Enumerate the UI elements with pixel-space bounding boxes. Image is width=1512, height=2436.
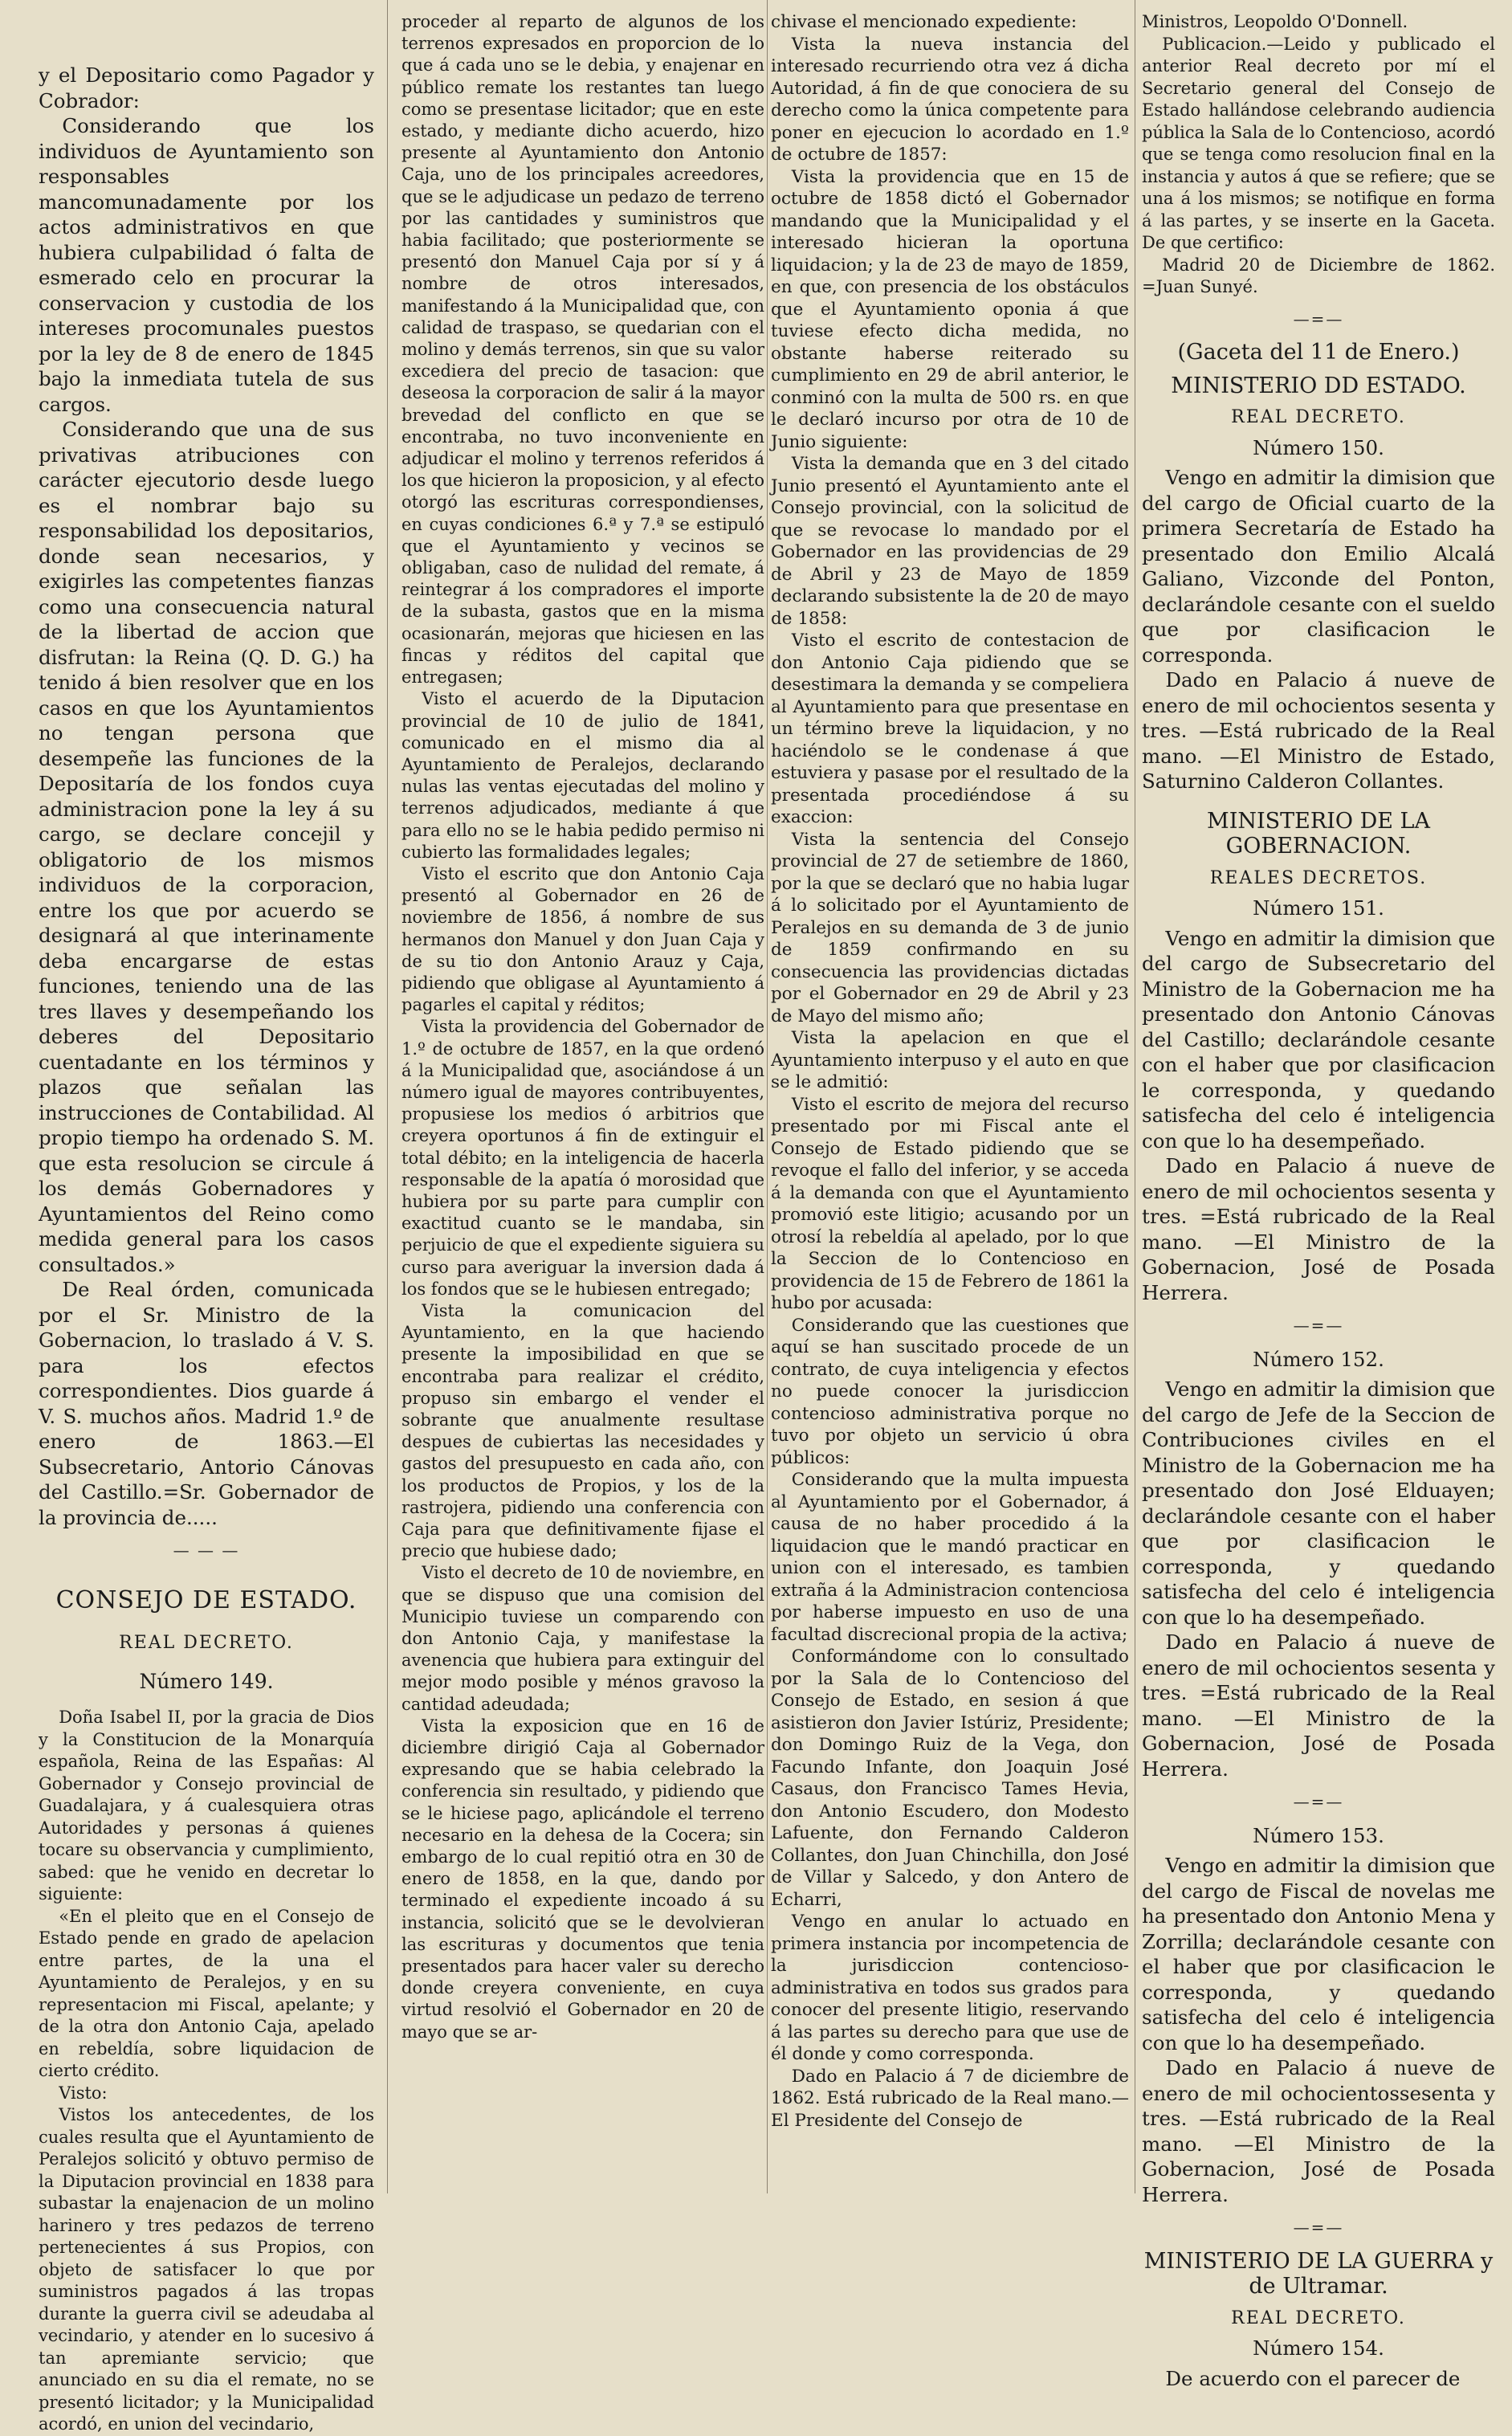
ministry-heading: MINISTERIO DD ESTADO.	[1171, 373, 1466, 398]
section-heading: CONSEJO DE ESTADO.	[55, 1585, 357, 1614]
separator: — — —	[173, 1540, 240, 1560]
subheading: REAL DECRETO.	[119, 1633, 294, 1653]
paragraph: De Real órden, comunicada por el Sr. Ministro de la Gobernacion, lo traslado á V. S. para los efectos correspondientes. Dios guarde á V. S. muchos años. Madrid 1.º de enero de 1863.—El Subsecretario, Antorio Cánovas del Castillo.=Sr. Gobernador de la provincia de.....	[39, 1278, 374, 1529]
paragraph: Dado en Palacio á nueve de enero de mil ochocientossesenta y tres. —Está rubricado de la Real mano. —El Ministro de la Gobernacion, José de Posada Herrera.	[1142, 2056, 1495, 2206]
paragraph: Vista la providencia que en 15 de octubre de 1858 dictó el Gobernador mandando que la Municipalidad y el interesado hicieran la oportuna liquidacion; y la de 23 de mayo de 1859, en que, con presencia de los obstáculos que el Ayuntamiento oponia á que tuviese efecto dicha medida, no obstante haberse reiterado su cumplimiento en 29 de abril anterior, le conminó con la multa de 500 rs. en que le declaró incurso por otra de 10 de Junio siguiente:	[771, 166, 1129, 452]
paragraph: proceder al reparto de algunos de los terrenos expresados en proporcion de lo que á cada uno se le debia, y enajenar en público remate los restantes tan luego como se presentase licitador; que en este estado, y mediante dicho acuerdo, hizo presente al Ayuntamiento don Antonio Caja, uno de los principales acreedores, que se le adjudicase un pedazo de terreno por las cantidades y suministros que habia facilitado; que posteriormente se presentó don Manuel Caja por sí y á nombre de otros interesados, manifestando á la Municipalidad que, con calidad de traspaso, se quedarian con el molino y demás terrenos, sin que su valor excediera del precio de tasacion: que deseosa la corporacion de salir á la mayor brevedad del conflicto en que se encontraba, no tuvo inconveniente en adjudicar el molino y terrenos referidos á los que hicieron la proposicion, y al efecto otorgó las escrituras correspondienses, en cuyas condiciones 6.ª y 7.ª se estipuló que el Ayuntamiento y vecinos se obligaban, caso de nulidad del remate, á reintegrar á los compradores el importe de la subasta, gastos que en la misma ocasionarán, mejoras que hiciesen en las fincas y réditos del capital que entregasen;	[401, 12, 764, 688]
gazette-date: (Gaceta del 11 de Enero.)	[1177, 340, 1460, 365]
paragraph: Dado en Palacio á nueve de enero de mil ochocientos sesenta y tres. =Está rubricado de la Real mano. —El Ministro de la Gobernacion, José de Posada Herrera.	[1142, 1630, 1495, 1781]
paragraph: Vengo en admitir la dimision que del cargo de Jefe de la Seccion de Contribuciones civiles en el Ministro de la Gobernacion me ha presentado don José Elduayen; declarándole cesante con el haber que por clasificacion le corresponda, y quedando satisfecha del celo é inteligencia con que lo ha desempeñado.	[1142, 1377, 1495, 1629]
paragraph: Vengo en anular lo actuado en primera instancia por incompetencia de la jurisdiccion contencioso-administrativa en todos sus grados para conocer del presente litigio, reservando á las partes su derecho para que use de él donde y como corresponda.	[771, 1912, 1129, 2064]
decree-number: Número 153.	[1253, 1823, 1384, 1847]
paragraph: Visto el escrito de mejora del recurso presentado por mi Fiscal ante el Consejo de Estado pidiendo que se revoque el fallo del inferior, y se acceda á la demanda con que el Ayuntamiento promovió este litigio; acusando por un otrosí la rebeldía al apelado, por lo que la Seccion de lo Contencioso en providencia de 15 de Febrero de 1861 la hubo por acusada:	[771, 1094, 1129, 1313]
paragraph: Conformándome con lo consultado por la Sala de lo Contencioso del Consejo de Estado, en sesion á que asistieron don Javier Istúriz, Presidente; don Domingo Ruiz de la Vega, don Facundo Infante, don Joaquin José Casaus, don Francisco Tames Hevia, don Antonio Escudero, don Modesto Lafuente, don Fernando Calderon Collantes, don Juan Chinchilla, don José de Villar y Salcedo, y don Antero de Echarri,	[771, 1646, 1129, 1910]
paragraph: Doña Isabel II, por la gracia de Dios y la Constitucion de la Monarquía española, Reina de las Españas: Al Gobernador y Consejo provincial de Guadalajara, y á cualesquiera otras Autoridades y personas á quienes tocare su observancia y cumplimiento, sabed: que he venido en decretar lo siguiente:	[39, 1708, 374, 1904]
paragraph: Madrid 20 de Diciembre de 1862. =Juan Sunyé.	[1142, 255, 1495, 296]
separator: —=—	[1293, 1316, 1344, 1335]
paragraph: Considerando que la multa impuesta al Ayuntamiento por el Gobernador, á causa de no haber procedido á la liquidacion que le mandó practicar en union con el interesado, es tambien extraña á la Administracion contenciosa por haberse impuesto en uso de una facultad discrecional propia de la activa;	[771, 1470, 1129, 1645]
paragraph: «En el pleito que en el Consejo de Estado pende en grado de apelacion entre partes, de la una el Ayuntamiento de Peralejos, y en su representacion mi Fiscal, apelante; y de la otra don Antonio Caja, apelado en rebeldía, sobre liquidacion de cierto crédito.	[39, 1906, 374, 2080]
paragraph: Visto el escrito de contestacion de don Antonio Caja pidiendo que se desestimara la demanda y se compeliera al Ayuntamiento para que presentase en un término breve la liquidacion, y no haciéndolo se le condenase á que estuviera y pasase por el resultado de la presentada procediéndose á su exaccion:	[771, 630, 1129, 827]
paragraph: Vista la exposicion que en 16 de diciembre dirigió Caja al Gobernador expresando que se habia celebrado la conferencia sin resultado, y pidiendo que se le hiciese pago, aplicándole el terreno necesario en la dehesa de la Cocera; sin embargo de lo cual repitió otra en 30 de enero de 1858, en la que, dando por terminado el expediente incoado á su instancia, solicitó que se le devolvieran las escrituras y documentos que tenia presentados para hacer valer su derecho donde creyera conveniente, en cuya virtud resolvió el Gobernador en 20 de mayo que se ar-	[401, 1716, 764, 2042]
separator: —=—	[1293, 2218, 1344, 2237]
paragraph: y el Depositario como Pagador y Cobrador:	[39, 63, 374, 112]
paragraph: De acuerdo con el parecer de	[1165, 2366, 1461, 2390]
paragraph: Dado en Palacio á nueve de enero de mil ochocientos sesenta y tres. —Está rubricado de la Real mano. —El Ministro de Estado, Saturnino Calderon Collantes.	[1142, 668, 1495, 793]
paragraph: Visto el decreto de 10 de noviembre, en que se dispuso que una comision del Municipio tuviese un comparendo con don Antonio Caja, y manifestase la avenencia que hubiera para extinguir del mejor modo posible y ménos gravoso la cantidad adeudada;	[401, 1563, 764, 1714]
column-2	[401, 11, 764, 2180]
separator: —=—	[1293, 1792, 1344, 1811]
decree-number: Número 150.	[1253, 435, 1384, 459]
paragraph: Dado en Palacio á 7 de diciembre de 1862. Está rubricado de la Real mano.—El Presidente del Consejo de	[771, 2066, 1129, 2131]
paragraph: Visto el escrito que don Antonio Caja presentó al Gobernador en 26 de noviembre de 1856, á nombre de sus hermanos don Manuel y don Juan Caja y de su tio don Antonio Arauz y Caja, pidiendo que obligase al Ayuntamiento á pagarles el capital y réditos;	[401, 863, 764, 1015]
paragraph: Considerando que los individuos de Ayuntamiento son responsables mancomunadamente por los actos administrativos en que hubiera culpabilidad ó falta de esmerado celo en procurar la conservacion y custodia de los intereses procomunales puestos por la ley de 8 de enero de 1845 bajo la inmediata tutela de sus cargos.	[39, 114, 374, 416]
column-rule	[387, 0, 388, 2193]
paragraph: chivase el mencionado expediente:	[771, 12, 1077, 32]
paragraph: Publicacion.—Leido y publicado el anterior Real decreto por mí el Secretario general del Consejo de Estado hallándose celebrando audiencia pública la Sala de lo Contencioso, acordó que se tenga como resolucion final en la instancia y autos á que se refiere; que se una á los mismos; se notifique en forma á las partes, y se inserte en la Gaceta. De que certifico:	[1142, 34, 1495, 252]
ministry-heading: MINISTERIO DE LA GOBERNACION.	[1207, 808, 1430, 859]
paragraph: Ministros, Leopoldo O'Donnell.	[1142, 12, 1408, 31]
column-4	[1142, 11, 1495, 2390]
paragraph: Vista la sentencia del Consejo provincial de 27 de setiembre de 1860, por la que se declaró que no habia lugar á lo solicitado por el Ayuntamiento de Peralejos en su demanda de 3 de junio de 1859 confirmando en su consecuencia las providencias dictadas por el Gobernador en 29 de Abril y 23 de Mayo del mismo año;	[771, 829, 1129, 1026]
decree-number: Número 151.	[1253, 896, 1384, 920]
paragraph: Vengo en admitir la dimision que del cargo de Subsecretario del Ministro de la Gobernacion me ha presentado don Antonio Cánovas del Castillo; declarándole cesante con el haber que por clasificacion le corresponda, y quedando satisfecha del celo é inteligencia con que lo ha desempeñado.	[1142, 926, 1495, 1153]
paragraph: Vista la apelacion en que el Ayuntamiento interpuso y el auto en que se le admitió:	[771, 1028, 1129, 1092]
paragraph: Considerando que las cuestiones que aquí se han suscitado procede de un contrato, de cuya inteligencia y efectos no puede conocer la jurisdiccion contencioso administrativa porque no tuvo por objeto un servicio ú obra públicos:	[771, 1315, 1129, 1468]
paragraph: Vengo en admitir la dimision que del cargo de Fiscal de novelas me ha presentado don Antonio Mena y Zorrilla; declarándole cesante con el haber que por clasificacion le corresponda, y quedando satisfecha del celo é inteligencia con que lo ha desempeñado.	[1142, 1854, 1495, 2054]
paragraph: Vengo en admitir la dimision que del cargo de Oficial cuarto de la primera Secretaría de Estado ha presentado don Emilio Alcalá Galiano, Vizconde del Ponton, declarándole cesante con el sueldo que por clasificacion le corresponda.	[1142, 466, 1495, 667]
paragraph: Dado en Palacio á nueve de enero de mil ochocientos sesenta y tres. =Está rubricado de la Real mano. —El Ministro de la Gobernacion, José de Posada Herrera.	[1142, 1154, 1495, 1304]
separator: —=—	[1293, 308, 1344, 328]
subheading: REAL DECRETO.	[1231, 407, 1406, 427]
subheading: REAL DECRETO.	[1231, 2307, 1406, 2328]
decree-number: Número 154.	[1253, 2336, 1384, 2360]
paragraph: Vista la demanda que en 3 del citado Junio presentó el Ayuntamiento ante el Consejo provincial, con la solicitud de que se revocase lo mandado por el Gobernador en las providencias de 29 de Abril y 23 de Mayo de 1859 declarando subsistente la de 20 de mayo de 1858:	[771, 454, 1129, 629]
column-rule	[767, 0, 768, 2193]
paragraph: Vista la comunicacion del Ayuntamiento, en la que haciendo presente la imposibilidad en que se encontraba para realizar el crédito, propuso sin embargo el vender el sobrante que anualmente resultase despues de cubiertas las necesidades y gastos del presupuesto en cada año, con los productos de Propios, y los de la rastrojera, pidiendo una conferencia con Caja para que definitivamente fijase el precio que hubiese dado;	[401, 1300, 764, 1561]
ministry-heading: MINISTERIO DE LA GUERRA y de Ultramar.	[1143, 2248, 1494, 2299]
decree-number: Número 152.	[1253, 1347, 1384, 1371]
column-3	[771, 11, 1129, 2180]
paragraph: Visto el acuerdo de la Diputacion provincial de 10 de julio de 1841, comunicado en el mismo dia al Ayuntamiento de Peralejos, declarando nulas las ventas ejecutadas del molino y terrenos adjudicados, mediante á que para ello no se le habia pedido permiso ni cubierto las formalidades legales;	[401, 689, 764, 862]
subheading: REALES DECRETOS.	[1209, 867, 1428, 888]
paragraph: Considerando que una de sus privativas atribuciones con carácter ejecutorio desde luego es el nombrar bajo su responsabilidad los depositarios, donde sean necesarios, y exigirles las competentes fianzas como una consecuencia natural de la libertad de accion que disfrutan: la Reina (Q. D. G.) ha tenido á bien resolver que en los casos en que los Ayuntamientos no tengan persona que desempeñe las funciones de la Depositaría de los fondos cuya administracion pone la ley á su cargo, se declare concejil y obligatorio de los mismos individuos de la corporacion, entre los que por acuerdo se designará al que interinamente deba encargarse de estas funciones, teniendo una de las tres llaves y desempeñando los deberes del Depositario cuentadante en los términos y plazos que señalan las instrucciones de Contabilidad. Al propio tiempo ha ordenado S. M. que esta resolucion se circule á los demás Gobernadores y Ayuntamientos del Reino como medida general para los casos consultados.»	[39, 418, 374, 1276]
paragraph: Vista la providencia del Gobernador de 1.º de octubre de 1857, en la que ordenó á la Municipalidad que, asociándose á un número igual de mayores contribuyentes, propusiese los medios ó arbitrios que creyera oportunos á fin de extinguir el total débito; en la inteligencia de hacerla responsable de la apatía ó morosidad que hubiera por su parte para cumplir con exactitud cuanto se le mandaba, sin perjuicio de que el expediente siguiera su curso para averiguar la inversion dada á los fondos que se le hubiesen entregado;	[401, 1017, 764, 1299]
paragraph: Vistos los antecedentes, de los cuales resulta que el Ayuntamiento de Peralejos solicitó y obtuvo permiso de la Diputacion provincial en 1838 para subastar la enajenacion de un molino harinero y tres pedazos de terreno pertenecientes á sus Propios, con objeto de satisfacer lo que por suministros pagados á las tropas durante la guerra civil se adeudaba al vecindario, y atender en lo sucesivo á tan apremiante servicio; que anunciado en su dia el remate, no se presentó licitador; y la Municipalidad acordó, en union del vecindario,	[39, 2105, 374, 2434]
column-1	[39, 63, 374, 2434]
decree-number: Número 149.	[139, 1669, 274, 1693]
paragraph: Visto:	[59, 2083, 108, 2103]
paragraph: Vista la nueva instancia del interesado recurriendo otra vez á dicha Autoridad, á fin de que conociera de su derecho como la única competente para poner en ejecucion lo acordado en 1.º de octubre de 1857:	[771, 34, 1129, 165]
